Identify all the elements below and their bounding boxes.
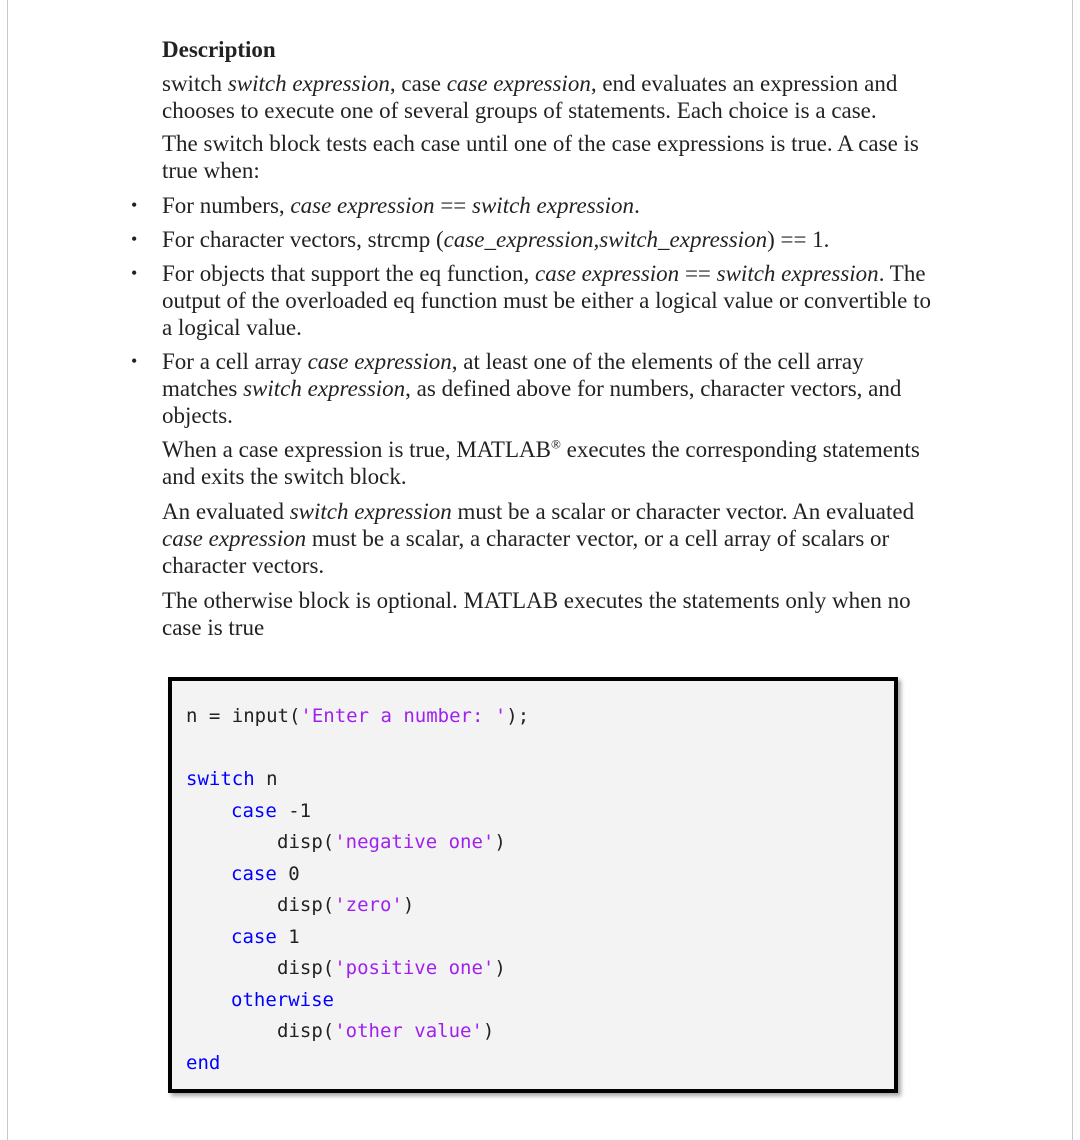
text: For a cell array [162, 349, 308, 374]
bullet-dot-icon: • [131, 229, 138, 249]
text: For objects that support the eq function, [162, 261, 536, 286]
text: , end evaluates an expression and chooses to execute one of several groups of statements. Each choice is a case. [162, 71, 898, 123]
code-line: disp('other value') [277, 1020, 495, 1042]
italic-term: switch expression [716, 261, 879, 286]
code-line: n = input('Enter a number: '); [186, 705, 530, 727]
text: For numbers, [162, 193, 291, 218]
text: must be a scalar, a character vector, or a cell array of scalars or character vectors. [162, 526, 890, 578]
text: . The output of the overloaded eq function must be either a logical value or convertible to a logical value. [162, 261, 931, 340]
paragraph-evaluated [162, 498, 932, 579]
text: An evaluated [162, 499, 290, 524]
paragraph-matlab-executes [162, 436, 932, 490]
bullet-dot-icon: • [131, 195, 138, 215]
code-example-box [168, 677, 898, 1093]
text: , at least one of the elements of the cell array matches [162, 349, 864, 401]
document-content [131, 36, 932, 649]
text: For character vectors, strcmp ( [162, 227, 444, 252]
italic-term: case expression [162, 526, 307, 551]
code-line: disp('zero') [277, 894, 415, 916]
code-line: end [186, 1051, 221, 1074]
italic-term: case expression [290, 193, 435, 218]
text: switch [162, 71, 228, 96]
code-line: case -1 [231, 799, 312, 822]
bullet-dot-icon: • [131, 263, 138, 283]
paragraph-otherwise: The otherwise block is optional. MATLAB executes the statements only when no case is true [162, 588, 911, 640]
italic-term: case expression [446, 71, 591, 96]
text: . [634, 193, 640, 218]
registered-mark: ® [550, 436, 561, 452]
code-line: disp('positive one') [277, 957, 506, 979]
italic-term: case expression [307, 349, 452, 374]
code-line: switch n [186, 768, 278, 790]
bullet-item-numbers [131, 192, 932, 219]
text: == [679, 261, 717, 286]
text: , as defined above for numbers, character vectors, and objects. [162, 376, 902, 428]
text: == [434, 193, 473, 218]
italic-term: switch expression [289, 499, 452, 524]
code-blank-line [186, 733, 529, 765]
text: , case [389, 71, 447, 96]
bullet-item-objects [131, 260, 932, 341]
bullet-list [131, 192, 932, 429]
italic-term: switch expression [243, 376, 406, 401]
bullet-item-cell-array [131, 348, 932, 429]
text: ) == 1. [767, 227, 830, 252]
paragraph-case-true: The switch block tests each case until one of the case expressions is true. A case is true when: [162, 131, 919, 183]
text: executes the corresponding statements and exits the switch block. [162, 437, 920, 489]
code-line: disp('negative one') [277, 831, 506, 853]
paragraph-intro [162, 70, 932, 124]
text: When a case expression is true, MATLAB [162, 437, 551, 462]
bullet-dot-icon: • [131, 351, 138, 371]
code-block [186, 701, 529, 1079]
bullet-item-character-vectors [131, 226, 932, 253]
italic-term: switch expression [227, 71, 390, 96]
code-line: case 1 [231, 925, 300, 948]
section-heading: Description [162, 37, 276, 62]
italic-term: switch expression [472, 193, 635, 218]
code-line: case 0 [231, 862, 300, 885]
code-line: otherwise [231, 988, 334, 1011]
text: must be a scalar or character vector. An evaluated [451, 499, 915, 524]
italic-term: case_expression,switch_expression [443, 227, 768, 252]
italic-term: case expression [535, 261, 680, 286]
